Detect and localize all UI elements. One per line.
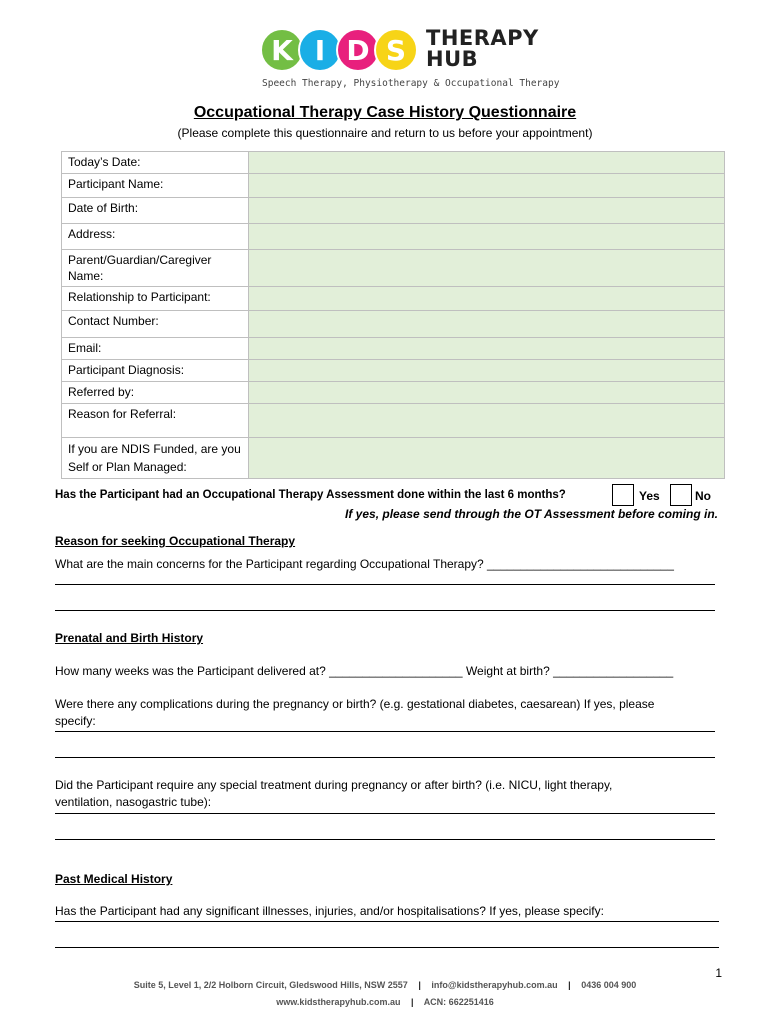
- kids-therapy-hub-logo: [260, 24, 560, 96]
- assessment-question: Has the Participant had an Occupational Therapy Assessment done within the last 6 months?: [55, 489, 566, 501]
- complications-question-line1: Were there any complications during the pregnancy or birth? (e.g. gestational diabetes, caesarean) If yes, please: [55, 697, 655, 711]
- date-of-birth-field[interactable]: [249, 198, 725, 224]
- footer-website[interactable]: www.kidstherapyhub.com.au: [276, 997, 401, 1007]
- assessment-no-label: No: [695, 489, 711, 503]
- footer-phone: 0436 004 900: [581, 980, 637, 990]
- field-label: Address:: [62, 224, 249, 250]
- diagnosis-field[interactable]: [249, 360, 725, 382]
- illnesses-answer-line-1[interactable]: [55, 921, 719, 922]
- participant-info-table: [61, 151, 725, 479]
- section-heading-prenatal: Prenatal and Birth History: [55, 631, 204, 645]
- field-label: Today’s Date:: [62, 152, 249, 174]
- field-label: Date of Birth:: [62, 198, 249, 224]
- address-field[interactable]: [249, 224, 725, 250]
- todays-date-field[interactable]: [249, 152, 725, 174]
- assessment-no-checkbox[interactable]: [670, 484, 692, 506]
- special-treatment-answer-line-2[interactable]: [55, 839, 715, 840]
- field-label: Relationship to Participant:: [62, 287, 249, 311]
- contact-number-field[interactable]: [249, 311, 725, 338]
- section-heading-reason: Reason for seeking Occupational Therapy: [55, 534, 296, 548]
- referred-by-field[interactable]: [249, 382, 725, 404]
- weeks-weight-question: How many weeks was the Participant delivered at? ____________________ Weight at birth? __________________: [55, 664, 674, 678]
- parent-name-field[interactable]: [249, 250, 725, 287]
- section-heading-medical: Past Medical History: [55, 872, 173, 886]
- page-subtitle: (Please complete this questionnaire and return to us before your appointment): [177, 126, 593, 140]
- logo-therapy-text: THERAPY: [426, 26, 539, 50]
- main-concerns-answer-line-1[interactable]: [55, 584, 715, 585]
- page-number: 1: [715, 966, 722, 980]
- footer-separator: |: [410, 997, 414, 1007]
- footer-contact: [0, 980, 770, 990]
- field-label: Email:: [62, 338, 249, 360]
- ndis-management-field[interactable]: [249, 438, 725, 479]
- complications-answer-line-1[interactable]: [55, 731, 715, 732]
- logo-tagline: Speech Therapy, Physiotherapy & Occupational Therapy: [262, 78, 560, 89]
- assessment-yes-checkbox[interactable]: [612, 484, 634, 506]
- illnesses-question: Has the Participant had any significant illnesses, injuries, and/or hospitalisations? If yes, please specify:: [55, 904, 604, 918]
- special-treatment-question-line1: Did the Participant require any special treatment during pregnancy or after birth? (i.e. NICU, light therapy,: [55, 778, 613, 792]
- field-label: Reason for Referral:: [62, 404, 249, 438]
- footer-address: Suite 5, Level 1, 2/2 Holborn Circuit, Gledswood Hills, NSW 2557: [133, 980, 408, 990]
- field-label: Participant Name:: [62, 174, 249, 198]
- footer-acn: ACN: 662251416: [423, 997, 494, 1007]
- field-label: Contact Number:: [62, 311, 249, 338]
- main-concerns-answer-line-2[interactable]: [55, 610, 715, 611]
- logo-hub-text: HUB: [426, 47, 479, 71]
- logo-wordmark: [426, 28, 539, 70]
- logo-letter-k: K: [260, 28, 304, 72]
- complications-question-line2: specify:: [55, 714, 96, 728]
- assessment-yes-label: Yes: [639, 489, 660, 503]
- participant-name-field[interactable]: [249, 174, 725, 198]
- field-label: If you are NDIS Funded, are you Self or Plan Managed:: [62, 438, 249, 479]
- illnesses-answer-line-2[interactable]: [55, 947, 719, 948]
- reason-for-referral-field[interactable]: [249, 404, 725, 438]
- main-concerns-question: What are the main concerns for the Participant regarding Occupational Therapy? ____________________________: [55, 557, 674, 571]
- page-title: Occupational Therapy Case History Questionnaire: [193, 104, 577, 121]
- special-treatment-question-line2: ventilation, nasogastric tube):: [55, 795, 212, 809]
- footer-separator: |: [568, 980, 571, 990]
- email-field[interactable]: [249, 338, 725, 360]
- logo-letter-d: D: [336, 28, 380, 72]
- complications-answer-line-2[interactable]: [55, 757, 715, 758]
- logo-letter-s: S: [374, 28, 418, 72]
- assessment-note: If yes, please send through the OT Assessment before coming in.: [345, 507, 718, 521]
- footer-web: [0, 997, 770, 1007]
- footer-separator: |: [418, 980, 421, 990]
- relationship-field[interactable]: [249, 287, 725, 311]
- field-label: Participant Diagnosis:: [62, 360, 249, 382]
- field-label: Parent/Guardian/Caregiver Name:: [62, 250, 249, 287]
- field-label: Referred by:: [62, 382, 249, 404]
- logo-letter-i: I: [298, 28, 342, 72]
- footer-email[interactable]: info@kidstherapyhub.com.au: [431, 980, 558, 990]
- logo-kids-letters: [260, 28, 412, 72]
- special-treatment-answer-line-1[interactable]: [55, 813, 715, 814]
